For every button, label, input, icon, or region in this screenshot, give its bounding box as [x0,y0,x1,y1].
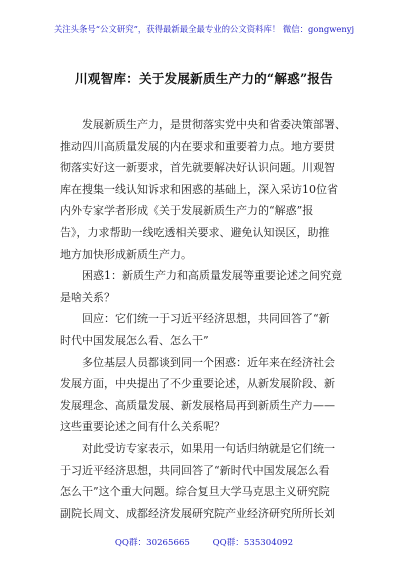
paragraph [60,114,350,265]
paragraph [60,308,350,351]
paragraph [60,265,350,308]
paragraph [60,352,350,438]
text-line: 地方加快形成新质生产力。 [60,247,192,261]
text-line: 副院长周文、成都经济发展研究院产业经济研究所所长刘 [60,506,335,520]
text-line: 怎么干”这个重大问题。综合复旦大学马克思主义研究院 [60,485,330,499]
text-line: 发展方面，中央提出了不少重要论述，从新发展阶段、新 [60,377,335,391]
document-body [60,114,350,524]
text-line: 发展新质生产力，是贯彻落实党中央和省委决策部署、 [82,118,346,131]
footer [0,536,408,548]
text-line: 多位基层人员都谈到同一个困惑：近年来在经济社会 [82,355,335,369]
text-line: 困惑1：新质生产力和高质量发展等重要论述之间究竟 [82,269,342,283]
document-title: 川观智库：关于发展新质生产力的“解惑”报告 [75,71,333,86]
text-line: 是啥关系？ [60,290,115,304]
text-line: 这些重要论述之间有什么关系呢？ [60,420,225,434]
text-line: 库在搜集一线认知诉求和困惑的基础上，深入采访10位省 [60,182,338,196]
text-line: 推动四川高质量发展的内在要求和重要着力点。地方要贯 [60,139,335,153]
text-line: 发展理念、高质量发展、新发展格局再到新质生产力—— [60,398,335,412]
text-line: 时代中国发展怎么看、怎么干” [60,333,209,347]
footer-qq-group-1: QQ群：30265665 [114,538,190,548]
text-line: 内外专家学者形成《关于发展新质生产力的“解惑”报 [60,204,314,218]
text-line: 回应：它们统一于习近平经济思想，共同回答了“新 [82,312,330,326]
text-line: 于习近平经济思想，共同回答了“新时代中国发展怎么看 [60,463,330,477]
paragraph [60,438,350,524]
header-note: 关注头条号“公文研究”，获得最新最全最专业的公文资料库！ 微信：gongwenyj [53,24,355,34]
footer-qq-group-2: QQ群：535304092 [212,538,294,548]
text-line: 彻落实好这一新要求，首先就要解决好认识问题。川观智 [60,161,335,175]
text-line: 告》，力求帮助一线吃透相关要求、避免认知误区，助推 [60,225,330,239]
text-line: 对此受访专家表示，如果用一句话归纳就是它们统一 [82,441,335,455]
